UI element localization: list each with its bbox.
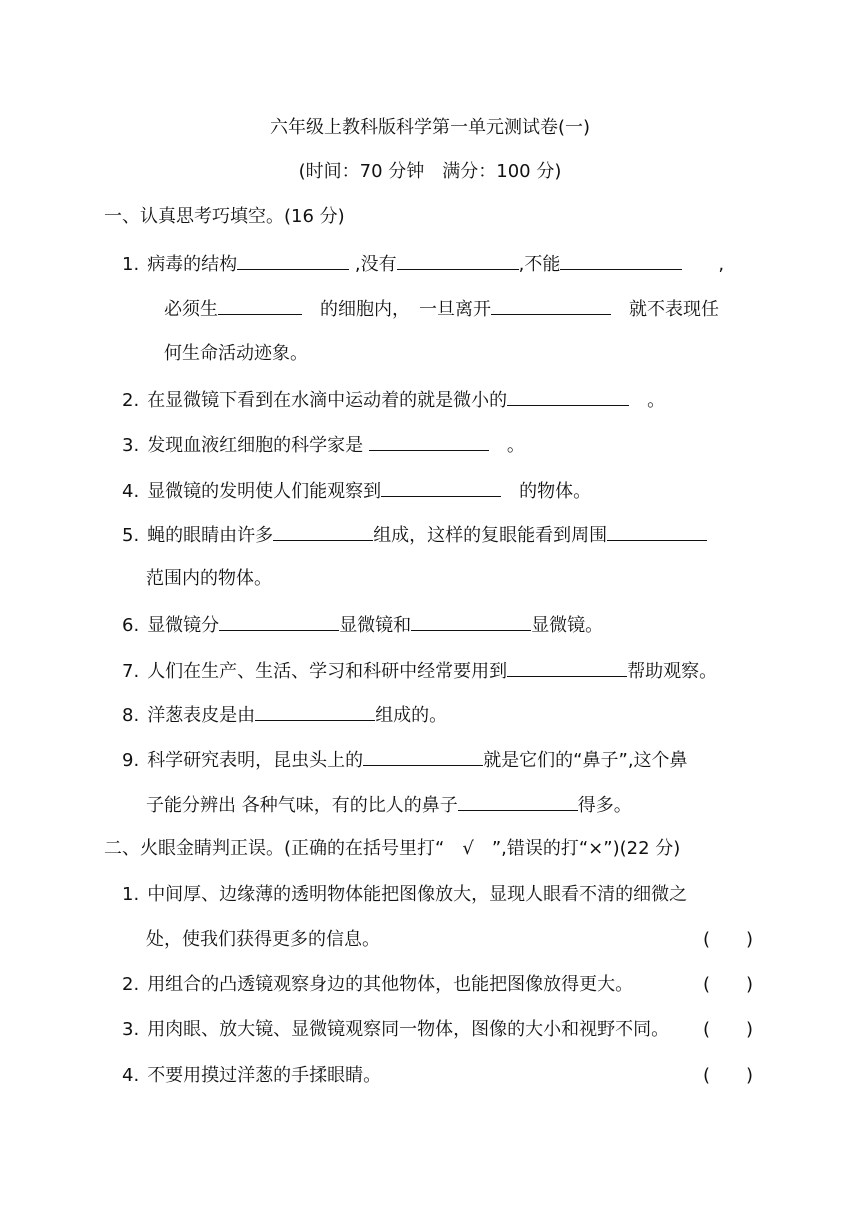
judgement-1-cont: 处，使我们获得更多的信息。 xyxy=(146,929,380,950)
question-number: 4. xyxy=(122,481,140,502)
question-1-cont2: 何生命活动迹象。 xyxy=(164,343,308,364)
question-3 xyxy=(122,432,525,458)
question-text: 人们在生产、生活、学习和科研中经常要用到 xyxy=(147,661,508,682)
question-number: 9. xyxy=(122,750,140,771)
answer-blank[interactable] xyxy=(255,702,375,721)
question-number: 2. xyxy=(122,974,140,995)
question-text: ,没有 xyxy=(349,254,397,275)
question-8 xyxy=(122,702,447,728)
page-title: 六年级上教科版科学第一单元测试卷(一) xyxy=(269,117,591,138)
question-text: 显微镜的发明使人们能观察到 xyxy=(147,481,382,502)
question-2 xyxy=(122,387,665,413)
question-1 xyxy=(122,251,724,277)
question-9-cont xyxy=(146,792,632,818)
answer-blank[interactable] xyxy=(458,792,578,811)
answer-blank[interactable] xyxy=(397,251,519,270)
answer-blank[interactable] xyxy=(218,296,302,315)
question-number: 3. xyxy=(122,435,140,456)
question-number: 3. xyxy=(122,1019,140,1040)
question-number: 1. xyxy=(122,884,140,905)
judgement-3 xyxy=(122,1018,669,1042)
question-text: 洋葱表皮是由 xyxy=(147,705,256,726)
question-text: 的细胞内， 一旦离开 xyxy=(302,299,491,320)
question-4 xyxy=(122,478,591,504)
answer-parentheses[interactable]: ( ) xyxy=(703,929,754,950)
judgement-1 xyxy=(122,883,687,907)
answer-blank[interactable] xyxy=(560,251,682,270)
question-text: 组成的。 xyxy=(375,705,448,726)
question-text: , xyxy=(682,254,725,275)
question-text: 在显微镜下看到在水滴中运动着的就是微小的 xyxy=(147,390,508,411)
answer-blank[interactable] xyxy=(237,251,349,270)
answer-parentheses[interactable]: ( ) xyxy=(703,1019,754,1040)
question-text: 就不表现任 xyxy=(611,299,719,320)
question-text: 组成，这样的复眼能看到周围 xyxy=(373,525,608,546)
question-text: 显微镜和 xyxy=(339,615,412,636)
answer-parentheses[interactable]: ( ) xyxy=(703,1065,754,1086)
question-9 xyxy=(122,747,688,773)
question-text: 病毒的结构 xyxy=(147,254,238,275)
question-number: 6. xyxy=(122,615,140,636)
answer-blank[interactable] xyxy=(491,296,611,315)
answer-blank[interactable] xyxy=(369,432,489,451)
question-text: 科学研究表明，昆虫头上的 xyxy=(147,750,364,771)
page-subtitle: (时间：70 分钟 满分：100 分) xyxy=(298,161,562,182)
answer-blank[interactable] xyxy=(273,522,373,541)
answer-blank[interactable] xyxy=(219,612,339,631)
question-5 xyxy=(122,522,707,548)
answer-blank[interactable] xyxy=(381,478,501,497)
question-text: ,不能 xyxy=(518,254,561,275)
question-text: 显微镜分 xyxy=(147,615,220,636)
section2-heading: 二、火眼金睛判正误。(正确的在括号里打“ √ ”,错误的打“×”)(22 分) xyxy=(104,838,681,859)
question-number: 1. xyxy=(122,254,140,275)
question-number: 8. xyxy=(122,705,140,726)
question-text: 子能分辨出 各种气味，有的比人的鼻子 xyxy=(146,795,458,816)
question-text: 用肉眼、放大镜、显微镜观察同一物体，图像的大小和视野不同。 xyxy=(147,1019,670,1040)
question-text: 。 xyxy=(488,435,525,456)
question-text: 必须生 xyxy=(164,299,218,320)
answer-blank[interactable] xyxy=(411,612,531,631)
question-number: 4. xyxy=(122,1065,140,1086)
question-7 xyxy=(122,658,717,684)
question-text: 得多。 xyxy=(577,795,632,816)
section1-heading: 一、认真思考巧填空。(16 分) xyxy=(104,206,345,227)
answer-blank[interactable] xyxy=(607,522,707,541)
question-text: 用组合的凸透镜观察身边的其他物体，也能把图像放得更大。 xyxy=(147,974,634,995)
question-text: 显微镜。 xyxy=(531,615,604,636)
question-5-cont: 范围内的物体。 xyxy=(146,568,272,589)
question-text: 中间厚、边缘薄的透明物体能把图像放大，显现人眼看不清的细微之 xyxy=(147,884,688,905)
question-1-cont xyxy=(164,296,719,322)
question-text: 发现血液红细胞的科学家是 xyxy=(147,435,369,456)
question-text: 的物体。 xyxy=(501,481,592,502)
question-text: 。 xyxy=(629,390,666,411)
answer-blank[interactable] xyxy=(507,658,627,677)
question-number: 5. xyxy=(122,525,140,546)
question-number: 2. xyxy=(122,390,140,411)
question-text: 蝇的眼睛由许多 xyxy=(147,525,274,546)
answer-blank[interactable] xyxy=(507,387,629,406)
answer-blank[interactable] xyxy=(363,747,483,766)
question-number: 7. xyxy=(122,661,140,682)
question-text: 就是它们的“鼻子”,这个鼻 xyxy=(483,750,688,771)
question-text: 不要用摸过洋葱的手揉眼睛。 xyxy=(147,1065,382,1086)
judgement-4 xyxy=(122,1064,381,1088)
question-text: 帮助观察。 xyxy=(627,661,718,682)
question-6 xyxy=(122,612,603,638)
answer-parentheses[interactable]: ( ) xyxy=(703,974,754,995)
judgement-2 xyxy=(122,973,633,997)
